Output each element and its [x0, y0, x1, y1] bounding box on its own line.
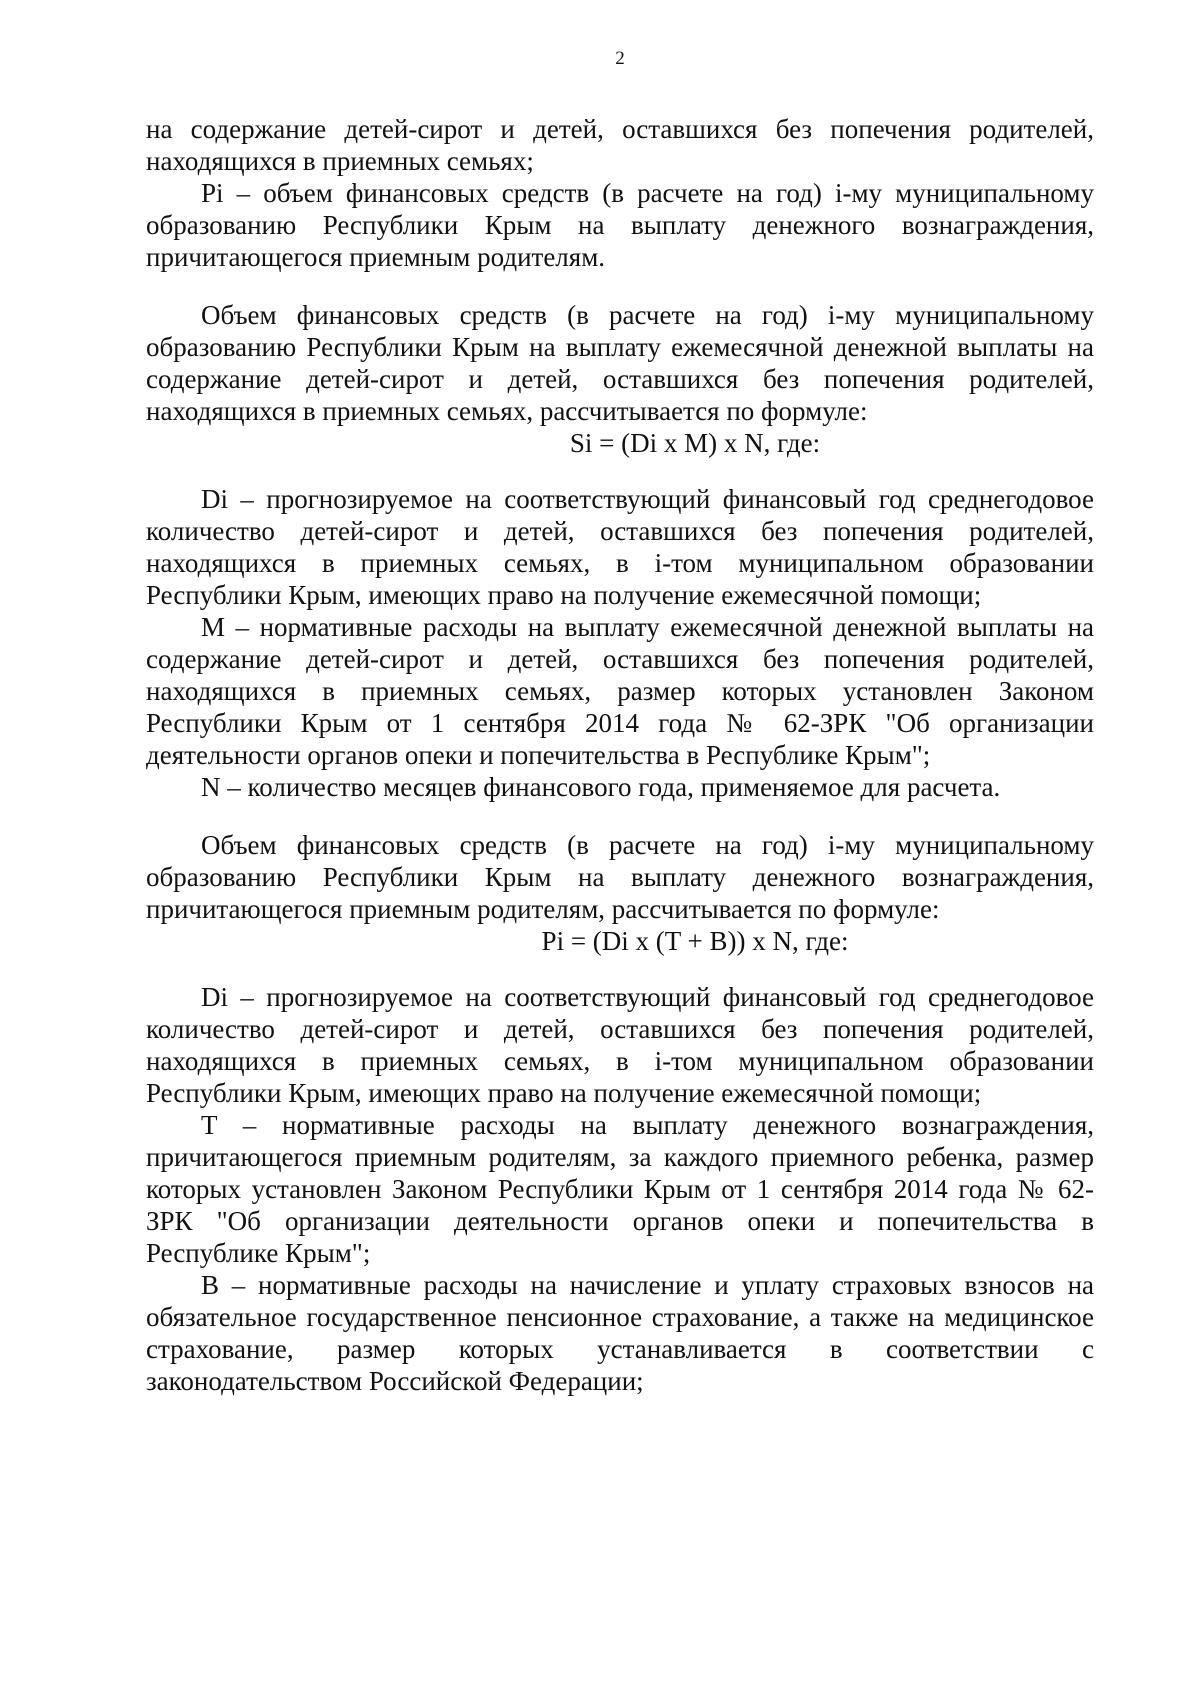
formula-si: Si = (Di x M) x N, где: — [569, 428, 821, 458]
paragraph-si-intro: Объем финансовых средств (в расчете на год) i-му муниципальному образованию Республики Крым на выплату ежемесячной денежной выплаты на содержание детей-сирот и детей, оставшихся без попечения родителей, находящихся в приемных семьях, рассчитывается по формуле: — [146, 300, 1094, 426]
paragraph-m-definition: M – нормативные расходы на выплату ежемесячной денежной выплаты на содержание детей-сирот и детей, оставшихся без попечения родителей, находящихся в приемных семьях, размер которых установлен Законом Республики Крым от 1 сентября 2014 года № 62-ЗРК "Об организации деятельности органов опеки и попечительства в Республике Крым"; — [146, 612, 1094, 770]
paragraph-spacer — [146, 273, 1094, 299]
paragraph-di-definition-2: Di – прогнозируемое на соответствующий финансовый год среднегодовое количество детей-сирот и детей, оставшихся без попечения родителей, находящихся в приемных семьях, в i-том муниципальном образовании Республики Крым, имеющих право на получение ежемесячной помощи; — [146, 982, 1094, 1108]
paragraph-b-definition: B – нормативные расходы на начисление и уплату страховых взносов на обязательное государственное пенсионное страхование, а также на медицинское страхование, размер которых устанавливается в соответствии с законодательством Российской Федерации; — [146, 1270, 1094, 1396]
formula-pi: Pi = (Di x (T + B)) x N, где: — [541, 926, 849, 956]
paragraph-t-definition: T – нормативные расходы на выплату денежного вознаграждения, причитающегося приемным родителям, за каждого приемного ребенка, размер которых установлен Законом Республики Крым от 1 сентября 2014 года № 62-ЗРК "Об организации деятельности органов опеки и попечительства в Республике Крым"; — [146, 1110, 1094, 1268]
paragraph-di-definition: Di – прогнозируемое на соответствующий финансовый год среднегодовое количество детей-сирот и детей, оставшихся без попечения родителей, находящихся в приемных семьях, в i-том муниципальном образовании Республики Крым, имеющих право на получение ежемесячной помощи; — [146, 484, 1094, 610]
formula-spacer — [146, 459, 1094, 483]
formula-spacer — [146, 957, 1094, 981]
paragraph-pi-definition: Pi – объем финансовых средств (в расчете на год) i-му муниципальному образованию Республики Крым на выплату денежного вознаграждения, причитающегося приемным родителям. — [146, 178, 1094, 272]
paragraph-n-definition: N – количество месяцев финансового года, применяемое для расчета. — [201, 772, 1001, 802]
paragraph-spacer — [146, 803, 1094, 829]
page-number: 2 — [615, 48, 625, 69]
document-body — [146, 113, 1094, 1397]
paragraph-pi-intro: Объем финансовых средств (в расчете на год) i-му муниципальному образованию Республики Крым на выплату денежного вознаграждения, причитающегося приемным родителям, рассчитывается по формуле: — [146, 830, 1094, 924]
paragraph-continuation: на содержание детей-сирот и детей, оставшихся без попечения родителей, находящихся в приемных семьях; — [146, 114, 1094, 176]
